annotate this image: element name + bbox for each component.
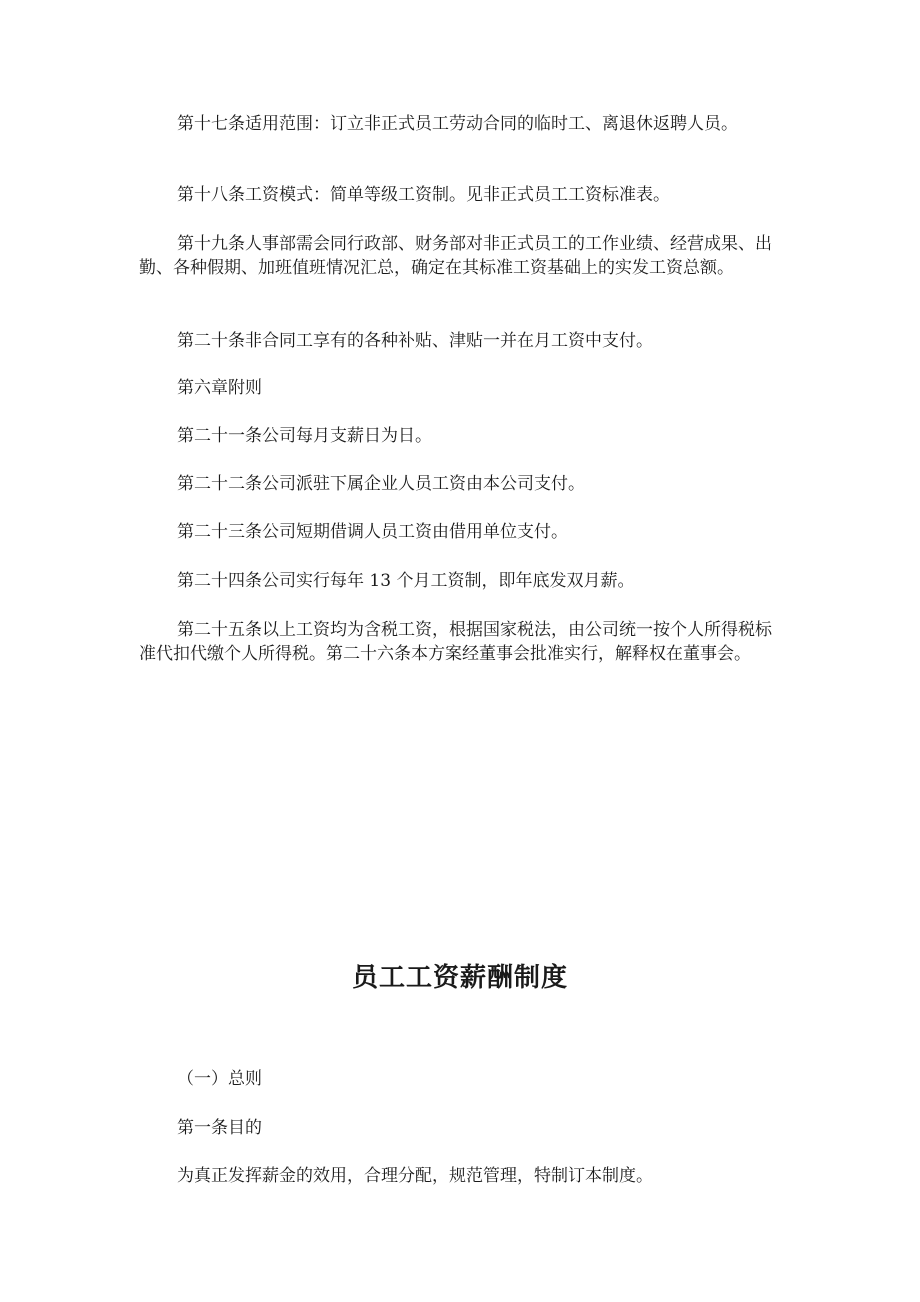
purpose-paragraph: 为真正发挥薪金的效用，合理分配，规范管理，特制订本制度。 [177,1166,653,1186]
article-21-paragraph: 第二十一条公司每月支薪日为日。 [177,426,432,446]
article-1-heading: 第一条目的 [177,1118,262,1138]
article-18-paragraph: 第十八条工资模式：简单等级工资制。见非正式员工工资标准表。 [177,185,670,205]
article-22-paragraph: 第二十二条公司派驻下属企业人员工资由本公司支付。 [177,474,585,494]
article-17-paragraph: 第十七条适用范围：订立非正式员工劳动合同的临时工、离退休返聘人员。 [177,114,738,134]
article-25-26-paragraph: 第二十五条以上工资均为含税工资，根据国家税法，由公司统一按个人所得税标准代扣代缴个人所得税。第二十六条本方案经董事会批准实行，解释权在董事会。 [139,620,772,664]
chapter-6-heading: 第六章附则 [177,378,262,398]
article-24-paragraph: 第二十四条公司实行每年 13 个月工资制，即年底发双月薪。 [177,571,635,591]
article-23-paragraph: 第二十三条公司短期借调人员工资由借用单位支付。 [177,522,568,542]
article-19-paragraph: 第十九条人事部需会同行政部、财务部对非正式员工的工作业绩、经营成果、出勤、各种假期、加班值班情况汇总，确定在其标准工资基础上的实发工资总额。 [139,234,772,278]
article-20-paragraph: 第二十条非合同工享有的各种补贴、津贴一并在月工资中支付。 [177,331,653,351]
document-title: 员工工资薪酬制度 [351,963,568,993]
general-provisions-heading: （一）总则 [177,1069,262,1089]
